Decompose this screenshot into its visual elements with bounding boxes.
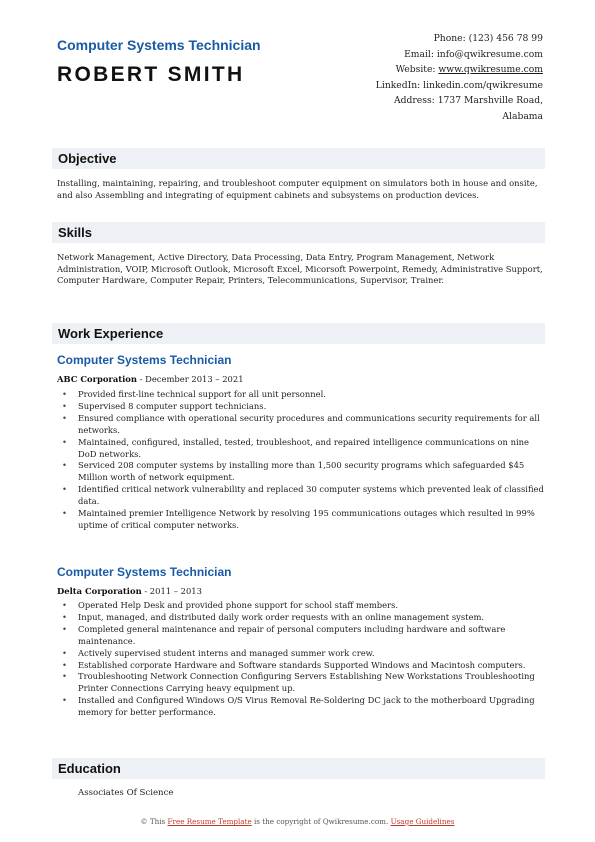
candidate-name: ROBERT SMITH: [57, 63, 245, 86]
job-dates-2: - 2011 – 2013: [141, 586, 202, 596]
footer: [0, 817, 595, 826]
contact-block: [323, 31, 543, 125]
footer-prefix: This: [147, 817, 168, 826]
work-experience-heading: Work Experience: [52, 323, 545, 344]
job-title-1: Computer Systems Technician: [57, 353, 232, 367]
education-heading: Education: [52, 758, 545, 779]
footer-middle: is the copyright of Qwikresume.com.: [251, 817, 391, 826]
list-item: • Maintained premier Intelligence Network by resolving 195 communications outages which resulted in 99% uptime of critical computer networks.: [62, 508, 546, 532]
resume-headline: Computer Systems Technician: [57, 37, 261, 53]
list-item: • Actively supervised student interns and managed summer work crew.: [62, 648, 546, 660]
contact-phone: Phone: (123) 456 78 99: [433, 33, 543, 44]
contact-address-line1: Address: 1737 Marshville Road,: [394, 95, 543, 107]
contact-linkedin: LinkedIn: linkedin.com/qwikresume: [375, 79, 543, 91]
skills-text: Network Management, Active Directory, Data Processing, Data Entry, Program Management, Network Administration, VOIP, Microsoft Outlook, Microsoft Excel, Micorsoft Powerpoint, Remedy, Administrative Support, Computer Hardware, Computer Repair, Printers, Telecommunications, Supervisor, Trainer.: [57, 252, 543, 286]
list-item: • Ensured compliance with operational security procedures and communications security requirements for all networks.: [62, 413, 546, 437]
website-label: Website:: [395, 64, 436, 76]
education-entry: Associates Of Science: [78, 788, 174, 798]
list-item: • Troubleshooting Network Connection Configuring Servers Establishing New Workstations Troubleshooting Printer Connections Carrying heavy equipment up.: [62, 671, 546, 695]
list-item: • Supervised 8 computer support technicians.: [62, 401, 546, 413]
job-title-2: Computer Systems Technician: [57, 565, 232, 579]
list-item: • Installed and Configured Windows O/S Virus Removal Re-Soldering DC jack to the motherboard Upgrading memory for better performance.: [62, 695, 546, 719]
usage-guidelines-link[interactable]: Usage Guidelines: [390, 817, 455, 826]
list-item: • Completed general maintenance and repair of personal computers including hardware and software maintenance.: [62, 624, 546, 648]
objective-heading: Objective: [52, 148, 545, 169]
contact-address-line2: Alabama: [502, 110, 543, 122]
job-company-1: ABC Corporation: [57, 374, 137, 384]
job-dates-1: - December 2013 – 2021: [136, 374, 244, 384]
list-item: • Established corporate Hardware and Software standards Supported Windows and Macintosh computers.: [62, 660, 546, 672]
copyright-icon: ©: [140, 818, 148, 826]
list-item: • Identified critical network vulnerability and replaced 30 computer systems which prevented leak of classified data.: [62, 484, 546, 508]
list-item: • Operated Help Desk and provided phone support for school staff members.: [62, 600, 546, 612]
list-item: • Serviced 208 computer systems by installing more than 1,500 security programs which safeguarded $45 Million worth of network equipment.: [62, 460, 546, 484]
job-company-line-1: [57, 374, 244, 384]
free-resume-template-link[interactable]: Free Resume Template: [167, 817, 252, 826]
job-company-2: Delta Corporation: [57, 586, 142, 596]
website-link[interactable]: www.qwikresume.com: [438, 64, 543, 76]
job-bullets-1: [62, 389, 546, 532]
list-item: • Provided first-line technical support for all unit personnel.: [62, 389, 546, 401]
list-item: • Input, managed, and distributed daily work order requests with an online management system.: [62, 612, 546, 624]
job-company-line-2: [57, 586, 202, 596]
skills-heading: Skills: [52, 222, 545, 243]
objective-text: Installing, maintaining, repairing, and troubleshoot computer equipment on simulators both in house and onsite, and also Assembling and integrating of equipment cabinets and subsystems on production devices.: [57, 178, 538, 200]
contact-website: [323, 62, 543, 78]
job-bullets-2: [62, 600, 546, 719]
list-item: • Maintained, configured, installed, tested, troubleshoot, and repaired intelligence communications on nine DoD networks.: [62, 437, 546, 461]
contact-email: Email: info@qwikresume.com: [404, 48, 543, 60]
